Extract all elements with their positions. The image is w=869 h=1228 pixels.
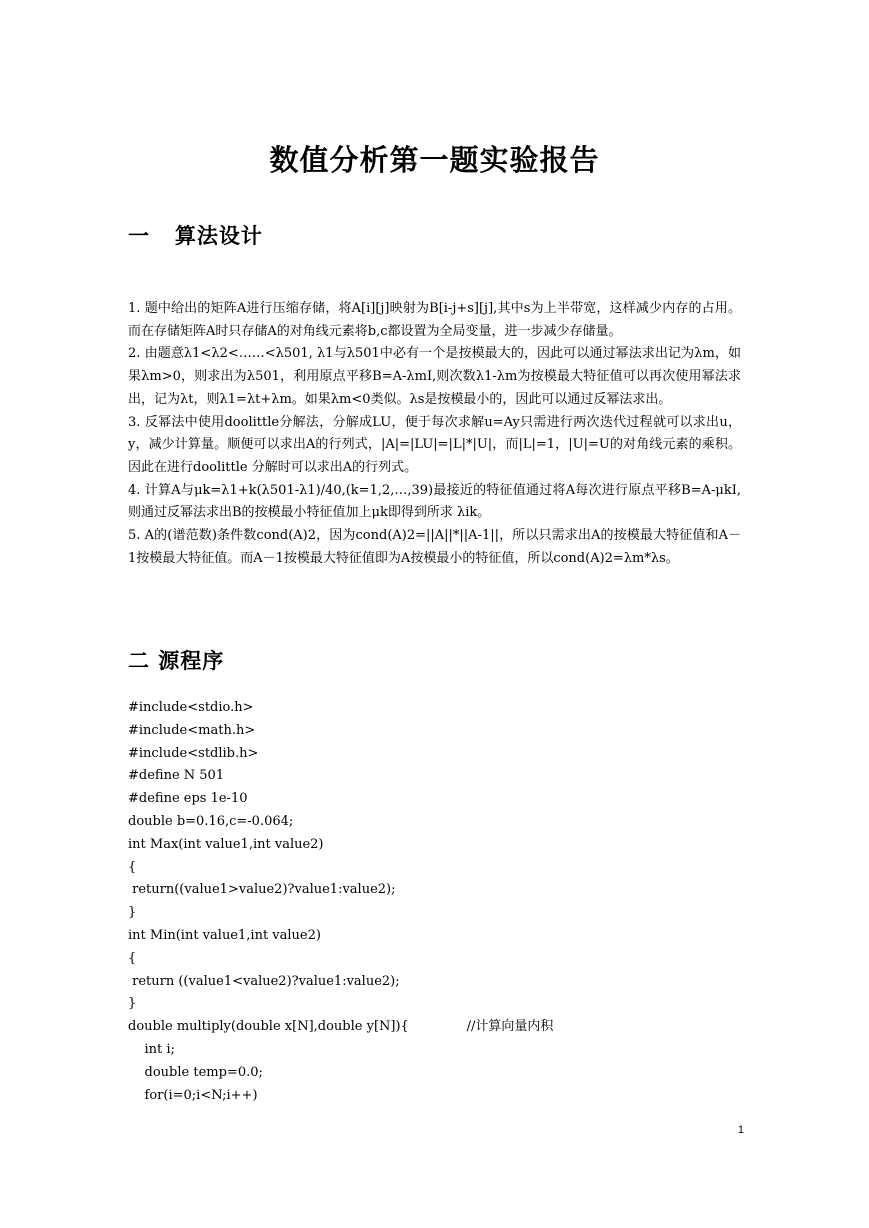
source-code-block (128, 697, 741, 1107)
code-line: #include<math.h> (128, 722, 256, 738)
code-line: { (128, 950, 137, 966)
paragraph-1: 1. 题中给出的矩阵A进行压缩存储，将A[i][j]映射为B[i-j+s][j],其中s为上半带宽，这样减少内存的占用。而在存储矩阵A时只存储A的对角线元素将b,c都设置为全局变量，进一步减少存储量。 (128, 301, 741, 339)
code-line: int Min(int value1,int value2) (128, 927, 321, 943)
code-line: #include<stdio.h> (128, 700, 254, 715)
paragraph-5: 5. A的(谱范数)条件数cond(A)2，因为cond(A)2=||A||*||A-1||，所以只需求出A的按模最大特征值和A－1按模最大特征值。而A－1按模最大特征值即为A按模最小的特征值，所以cond(A)2=λm*λs。 (128, 528, 741, 566)
code-line: { (128, 859, 137, 875)
document-title: 数值分析第一题实验报告 (269, 143, 600, 177)
algorithm-description (128, 298, 741, 570)
paragraph-3: 3. 反幂法中使用doolittle分解法，分解成LU，便于每次求解u=Ay只需进行两次迭代过程就可以求出u，y，减少计算量。顺便可以求出A的行列式，|A|=|LU|=|L|*|U|，而|L|=1，|U|=U的对角线元素的乘积。因此在进行doolittle 分解时可以求出A的行列式。 (128, 414, 741, 475)
code-line: } (128, 905, 137, 921)
paragraph-4: 4. 计算A与μk=λ1+k(λ501-λ1)/40,(k=1,2,…,39)最接近的特征值通过将A每次进行原点平移B=A-μkI,则通过反幂法求出B的按模最小特征值加上μk即得到所求 λik。 (128, 482, 741, 521)
code-line: double multiply(double x[N],double y[N]){ //计算向量内积 (128, 1019, 554, 1035)
code-line: #define eps 1e-10 (128, 791, 248, 807)
code-line: for(i=0;i<N;i++) (128, 1087, 258, 1103)
section-heading-algorithm-design: 一 算法设计 (128, 224, 263, 248)
section-heading-source-code: 二 源程序 (128, 649, 225, 673)
code-line: #include<stdlib.h> (128, 745, 259, 761)
code-line: double b=0.16,c=-0.064; (128, 813, 294, 829)
code-line: return ((value1<value2)?value1:value2); (128, 973, 400, 989)
code-line: int Max(int value1,int value2) (128, 836, 324, 852)
paragraph-2: 2. 由题意λ1<λ2<……<λ501, λ1与λ501中必有一个是按模最大的，因此可以通过幂法求出记为λm，如果λm>0，则求出为λ501，利用原点平移B=A-λmI,则次数λ1-λm为按模最大特征值可以再次使用幂法求出，记为λt，则λ1=λt+λm。如果λm<0类似。λs是按模最小的，因此可以通过反幂法求出。 (128, 346, 741, 407)
page-number: 1 (737, 1124, 744, 1136)
code-line: int i; (128, 1041, 175, 1057)
code-line: double temp=0.0; (128, 1064, 263, 1080)
code-line: return((value1>value2)?value1:value2); (128, 882, 396, 898)
code-line: } (128, 996, 137, 1012)
code-line: #define N 501 (128, 768, 225, 784)
